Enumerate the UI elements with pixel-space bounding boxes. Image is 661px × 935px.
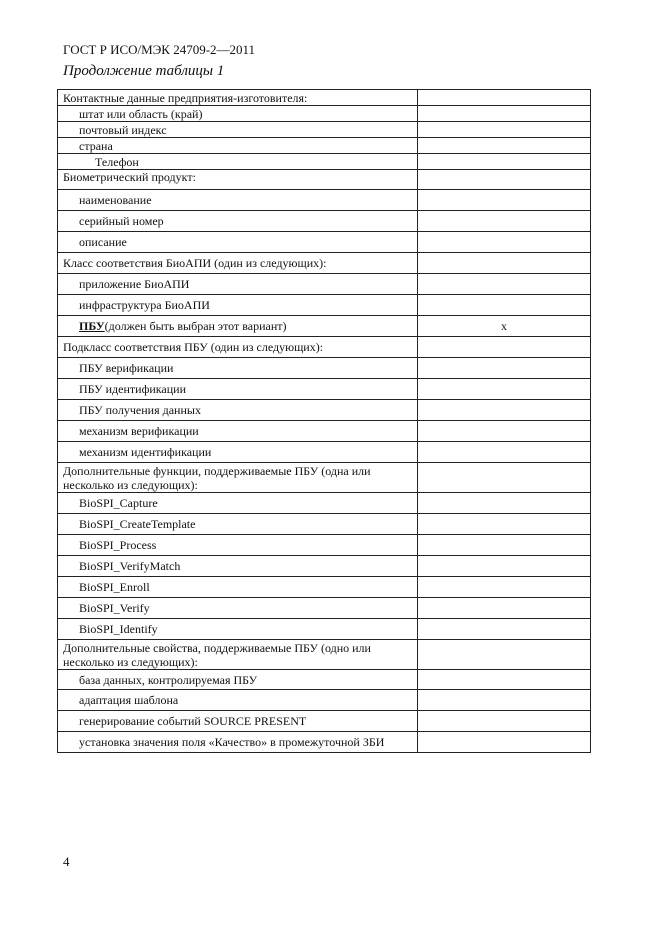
row-mark-cell xyxy=(418,463,591,493)
table-row xyxy=(58,514,591,535)
table-row xyxy=(58,493,591,514)
row-label: Контактные данные предприятия-изготовителя: xyxy=(58,90,418,106)
row-mark-cell xyxy=(418,138,591,154)
row-mark-cell xyxy=(418,619,591,640)
standard-designation: ГОСТ Р ИСО/МЭК 24709-2—2011 xyxy=(63,42,256,57)
table-row xyxy=(58,670,591,690)
table-row xyxy=(58,106,591,122)
row-label: приложение БиоАПИ xyxy=(58,274,418,295)
row-mark-cell xyxy=(418,400,591,421)
row-mark-cell xyxy=(418,274,591,295)
row-label: штат или область (край) xyxy=(58,106,418,122)
row-mark-cell xyxy=(418,577,591,598)
table-row xyxy=(58,640,591,670)
row-label: BioSPI_Capture xyxy=(58,493,418,514)
row-label-spu xyxy=(58,316,418,337)
table-row xyxy=(58,619,591,640)
table-row xyxy=(58,122,591,138)
row-mark-cell xyxy=(418,690,591,711)
table-row xyxy=(58,598,591,619)
selected-x-mark: x xyxy=(418,316,591,337)
page-number: 4 xyxy=(63,854,70,869)
row-mark-cell xyxy=(418,295,591,316)
row-label: BioSPI_Verify xyxy=(58,598,418,619)
table-row xyxy=(58,316,591,337)
table-row xyxy=(58,190,591,211)
row-mark-cell xyxy=(418,232,591,253)
row-label: Дополнительные свойства, поддерживаемые ПБУ (одно или несколько из следующих): xyxy=(58,640,418,670)
row-mark-cell xyxy=(418,106,591,122)
row-mark-cell xyxy=(418,732,591,753)
spu-emphasis: ПБУ xyxy=(79,319,105,333)
row-mark-cell xyxy=(418,493,591,514)
table-row xyxy=(58,379,591,400)
table-row xyxy=(58,337,591,358)
table-row xyxy=(58,211,591,232)
row-mark-cell xyxy=(418,535,591,556)
table-row xyxy=(58,556,591,577)
row-label: BioSPI_Process xyxy=(58,535,418,556)
row-label: BioSPI_VerifyMatch xyxy=(58,556,418,577)
row-label: Биометрический продукт: xyxy=(58,170,418,190)
row-label: Подкласс соответствия ПБУ (один из следующих): xyxy=(58,337,418,358)
table-row xyxy=(58,138,591,154)
table-row xyxy=(58,400,591,421)
row-mark-cell xyxy=(418,711,591,732)
row-label: BioSPI_Identify xyxy=(58,619,418,640)
table-row xyxy=(58,711,591,732)
row-mark-cell xyxy=(418,556,591,577)
table-row xyxy=(58,154,591,170)
spu-note: (должен быть выбран этот вариант) xyxy=(104,319,287,333)
row-mark-cell xyxy=(418,379,591,400)
row-label: инфраструктура БиоАПИ xyxy=(58,295,418,316)
row-label: ПБУ верификации xyxy=(58,358,418,379)
row-label: ПБУ идентификации xyxy=(58,379,418,400)
row-label: адаптация шаблона xyxy=(58,690,418,711)
table-row xyxy=(58,535,591,556)
table-row xyxy=(58,463,591,493)
row-label: BioSPI_CreateTemplate xyxy=(58,514,418,535)
row-mark-cell xyxy=(418,421,591,442)
row-label: установка значения поля «Качество» в промежуточной ЗБИ xyxy=(58,732,418,753)
table-continuation-caption: Продолжение таблицы 1 xyxy=(63,63,225,79)
row-mark-cell xyxy=(418,337,591,358)
conformance-table xyxy=(57,89,591,753)
table-row xyxy=(58,577,591,598)
row-mark-cell xyxy=(418,154,591,170)
row-label: наименование xyxy=(58,190,418,211)
table-row xyxy=(58,295,591,316)
row-label: механизм идентификации xyxy=(58,442,418,463)
row-mark-cell xyxy=(418,190,591,211)
row-label: BioSPI_Enroll xyxy=(58,577,418,598)
row-mark-cell xyxy=(418,598,591,619)
row-label: почтовый индекс xyxy=(58,122,418,138)
row-mark-cell xyxy=(418,211,591,232)
row-mark-cell xyxy=(418,670,591,690)
row-mark-cell xyxy=(418,640,591,670)
row-label: база данных, контролируемая ПБУ xyxy=(58,670,418,690)
row-label: описание xyxy=(58,232,418,253)
table-row xyxy=(58,421,591,442)
table-row xyxy=(58,442,591,463)
table-row xyxy=(58,90,591,106)
row-mark-cell xyxy=(418,170,591,190)
row-mark-cell xyxy=(418,122,591,138)
row-label: Класс соответствия БиоАПИ (один из следующих): xyxy=(58,253,418,274)
row-label: ПБУ получения данных xyxy=(58,400,418,421)
table-row xyxy=(58,690,591,711)
table-row xyxy=(58,358,591,379)
row-label: Дополнительные функции, поддерживаемые ПБУ (одна или несколько из следующих): xyxy=(58,463,418,493)
table-row xyxy=(58,253,591,274)
row-label: серийный номер xyxy=(58,211,418,232)
row-mark-cell xyxy=(418,514,591,535)
row-mark-cell xyxy=(418,90,591,106)
table-row xyxy=(58,170,591,190)
table-row xyxy=(58,232,591,253)
row-label: механизм верификации xyxy=(58,421,418,442)
row-mark-cell xyxy=(418,358,591,379)
row-label: генерирование событий SOURCE PRESENT xyxy=(58,711,418,732)
row-mark-cell xyxy=(418,442,591,463)
row-label: Телефон xyxy=(58,154,418,170)
row-mark-cell xyxy=(418,253,591,274)
table-row xyxy=(58,274,591,295)
row-label: страна xyxy=(58,138,418,154)
table-row xyxy=(58,732,591,753)
